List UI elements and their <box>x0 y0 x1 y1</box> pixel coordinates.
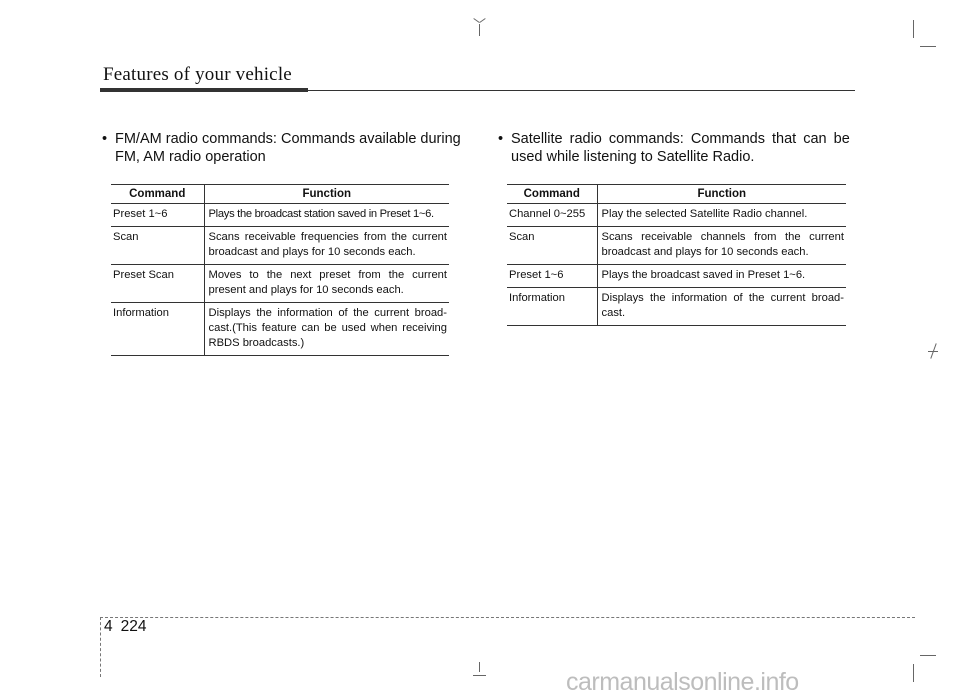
header-rule-thick <box>100 88 308 92</box>
function-cell: Play the selected Satellite Radio channel. <box>597 204 846 227</box>
intro-text-line2: used while listening to Satellite Radio. <box>511 149 755 165</box>
command-cell: Information <box>507 288 597 326</box>
crop-mark-top-right-h <box>920 46 936 47</box>
table-column-tick <box>204 334 205 338</box>
fm-am-intro <box>102 130 462 166</box>
command-cell: Scan <box>507 227 597 265</box>
crop-mark-top-right-v <box>913 20 914 38</box>
column-header-function: Function <box>204 185 449 204</box>
footer-rule <box>100 617 915 618</box>
crop-mark-top-center-v2 <box>479 18 485 23</box>
table-row <box>111 303 449 356</box>
table-header-row <box>507 185 846 204</box>
crop-mark-bottom-right-h <box>920 655 936 656</box>
command-cell: Preset 1~6 <box>507 265 597 288</box>
crop-mark-bottom-right-v <box>913 664 914 682</box>
column-header-command: Command <box>507 185 597 204</box>
watermark: carmanualsonline.info <box>566 668 799 696</box>
table-header-row <box>111 185 449 204</box>
function-cell: Plays the broadcast saved in Preset 1~6. <box>597 265 846 288</box>
intro-text-line1: Satellite radio commands: Commands that can be <box>511 131 850 147</box>
bullet: • <box>498 131 504 147</box>
crop-mark-bottom-center-h <box>473 675 486 676</box>
crop-mark-bottom-center-v <box>479 662 480 672</box>
footer-margin-rule <box>100 617 101 677</box>
column-header-command: Command <box>111 185 204 204</box>
command-cell: Preset 1~6 <box>111 204 204 227</box>
function-cell: Moves to the next preset from the current present and plays for 10 seconds each. <box>204 265 449 303</box>
satellite-intro <box>498 130 858 166</box>
page-number-value: 224 <box>120 618 147 635</box>
function-cell: Plays the broadcast station saved in Preset 1~6. <box>204 204 449 227</box>
table-row <box>507 204 846 227</box>
satellite-commands-table <box>507 184 846 326</box>
intro-text-line1: FM/AM radio commands: Commands available during <box>115 131 461 147</box>
column-header-function: Function <box>597 185 846 204</box>
table-column-tick <box>597 305 598 309</box>
bullet: • <box>102 131 108 147</box>
function-cell: Displays the information of the current broad-cast. <box>597 288 846 326</box>
table-row <box>111 227 449 265</box>
table-row <box>507 265 846 288</box>
function-cell: Scans receivable frequencies from the current broadcast and plays for 10 seconds each. <box>204 227 449 265</box>
command-cell: Scan <box>111 227 204 265</box>
command-cell: Channel 0~255 <box>507 204 597 227</box>
table-row <box>111 204 449 227</box>
table-row <box>507 288 846 326</box>
command-cell: Information <box>111 303 204 356</box>
page-header-title: Features of your vehicle <box>103 64 292 85</box>
table-row <box>507 227 846 265</box>
table-row <box>111 265 449 303</box>
intro-text-line2: FM, AM radio operation <box>115 149 266 165</box>
fm-am-commands-table <box>111 184 449 356</box>
chapter-number: 4 <box>104 618 113 635</box>
function-cell: Displays the information of the current broad-cast.(This feature can be used when receiving RBDS broadcasts.) <box>204 303 449 356</box>
function-cell: Scans receivable channels from the current broadcast and plays for 10 seconds each. <box>597 227 846 265</box>
header-rule-thin <box>308 90 855 91</box>
command-cell: Preset Scan <box>111 265 204 303</box>
crop-mark-top-center <box>479 24 480 36</box>
page-number <box>104 618 155 636</box>
